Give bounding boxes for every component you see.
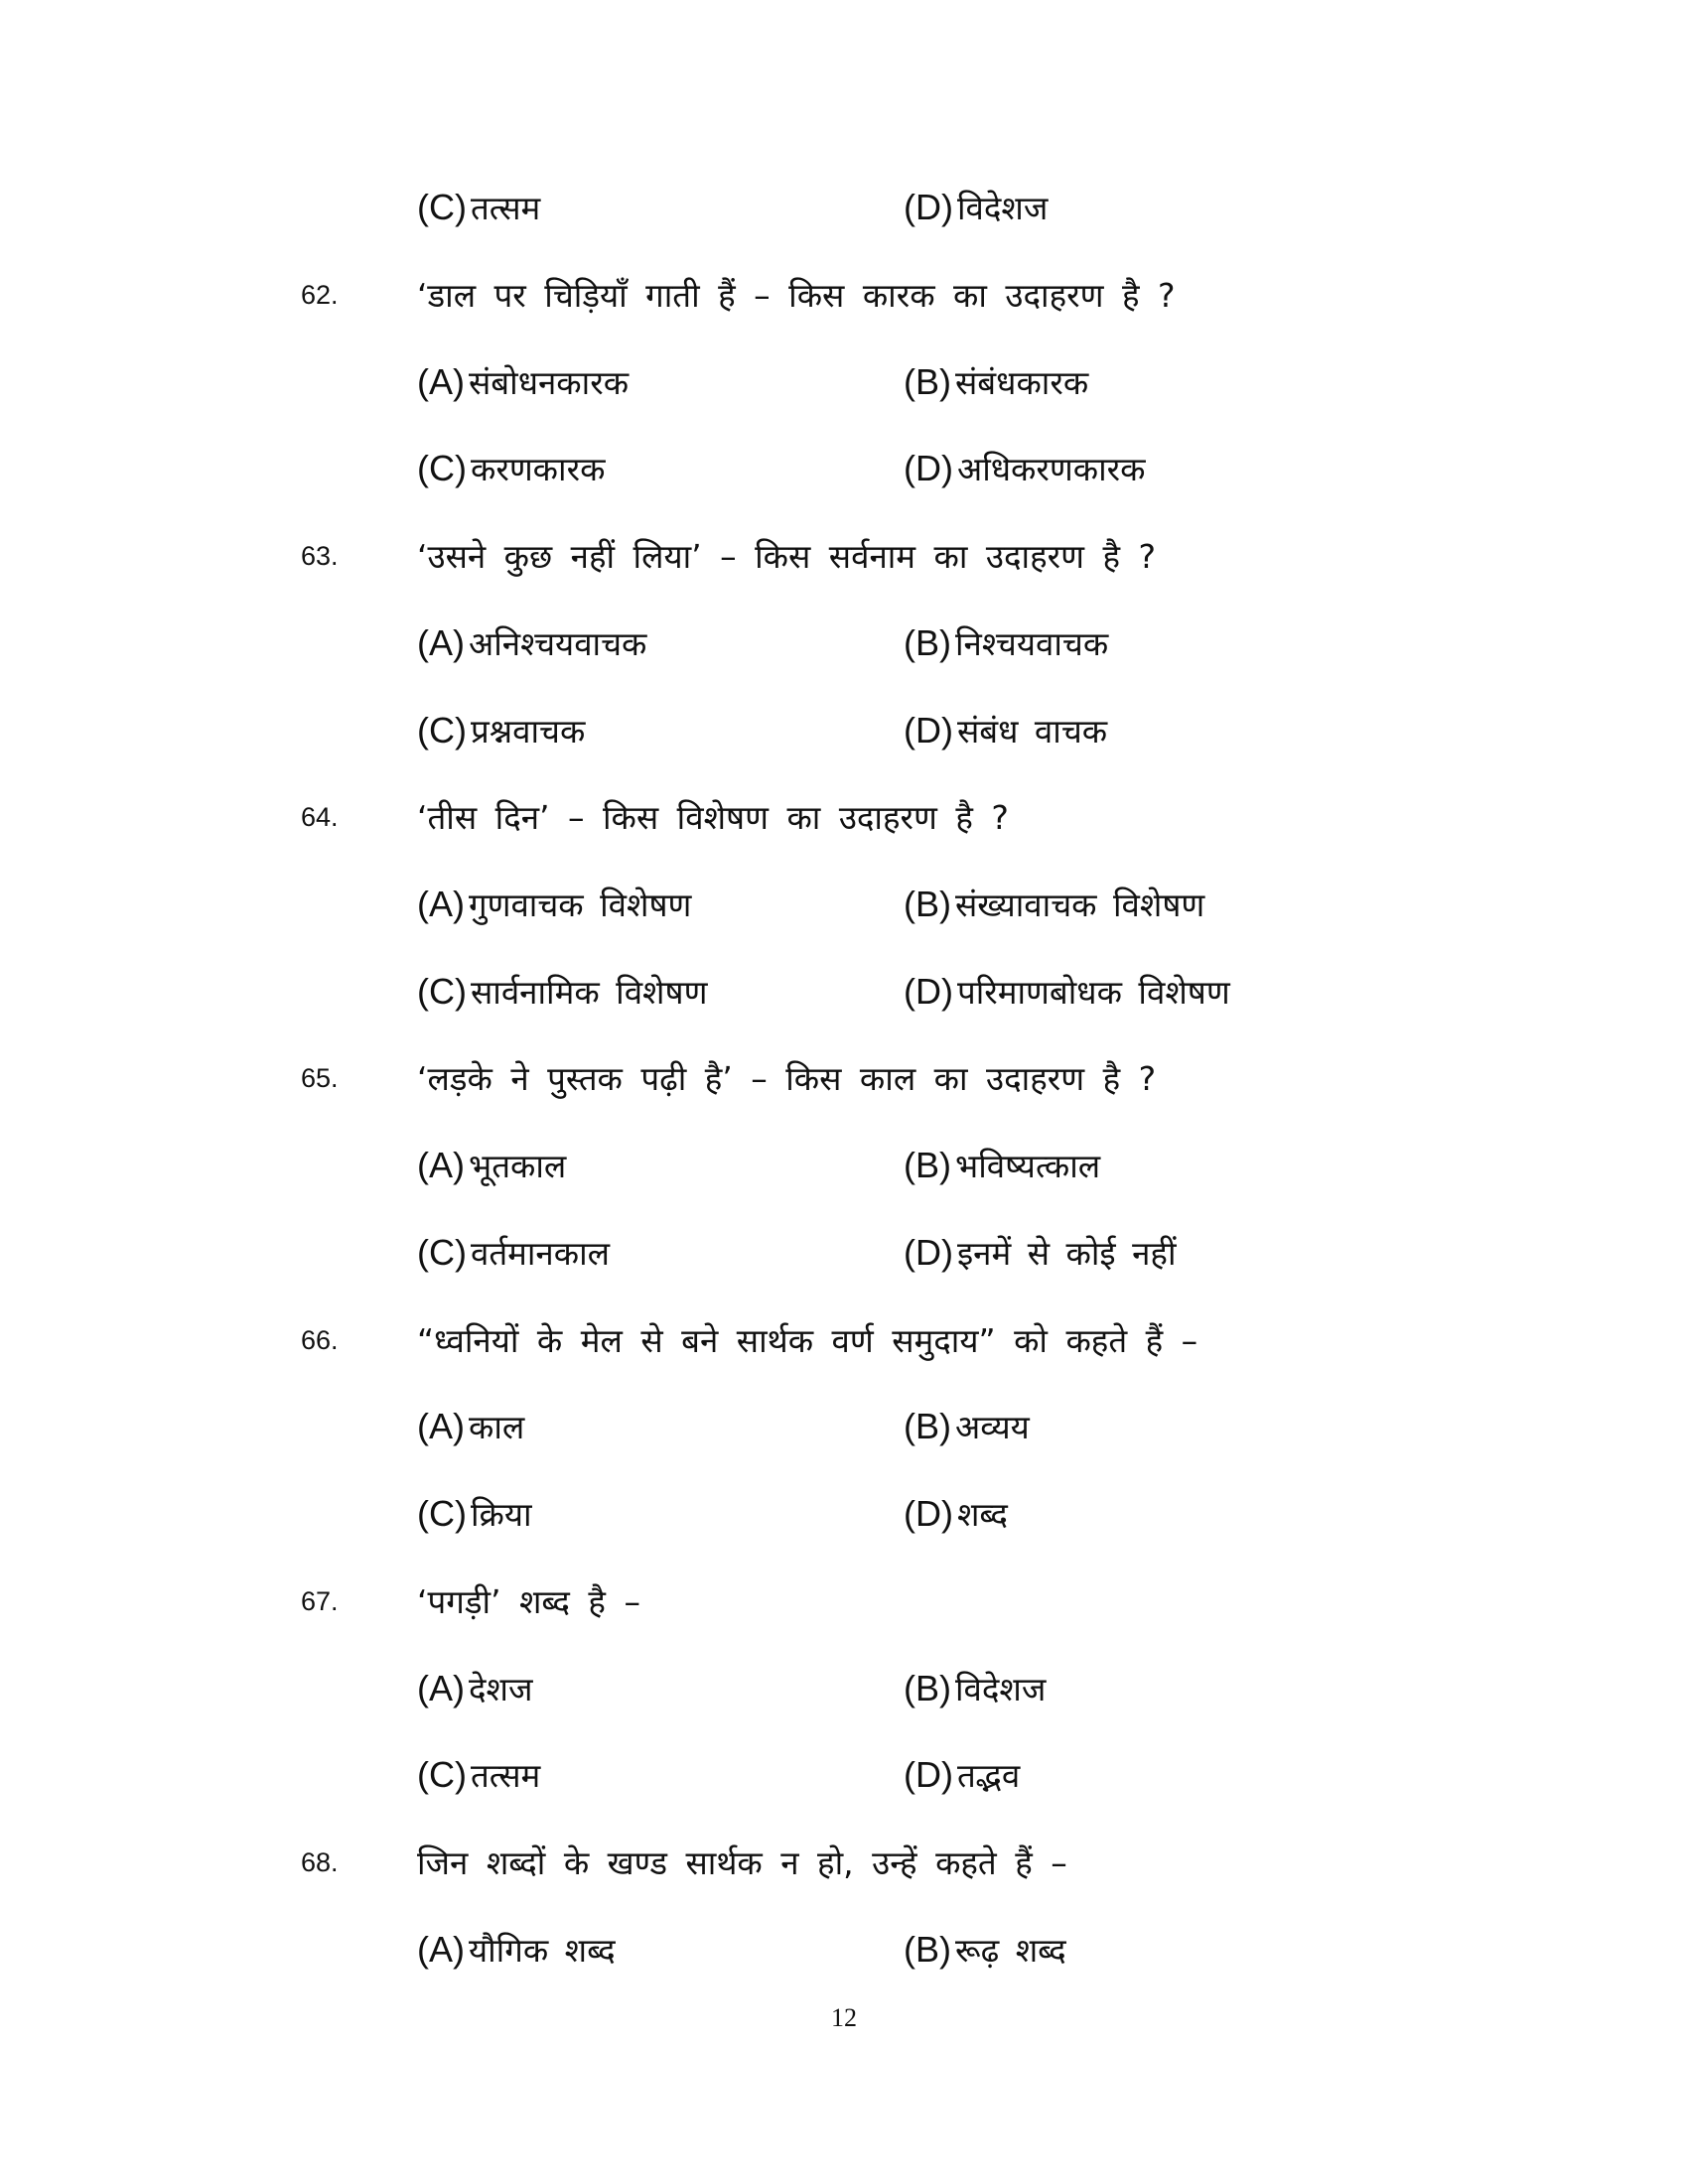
question-number: 67.: [301, 1586, 339, 1616]
option-c: (C) वर्तमानकाल: [417, 1232, 611, 1273]
question-text: ‘उसने कुछ नहीं लिया’ – किस सर्वनाम का उदाहरण है ?: [417, 537, 1156, 576]
option-b: (B) संबंधकारक: [904, 361, 1089, 402]
option-a: (A) संबोधनकारक: [417, 361, 630, 402]
option-row: [0, 1746, 1688, 1806]
question-text: ‘लड़के ने पुस्तक पढ़ी है’ – किस काल का उदाहरण है ?: [417, 1059, 1157, 1098]
option-b: (B) विदेशज: [904, 1668, 1047, 1708]
question-68: [0, 1834, 1688, 1893]
option-c: (C) सार्वनामिक विशेषण: [417, 971, 708, 1012]
option-row: [0, 440, 1688, 499]
question-text: ‘तीस दिन’ – किस विशेषण का उदाहरण है ?: [417, 798, 1009, 837]
option-c: (C) प्रश्नवाचक: [417, 710, 586, 751]
option-a: (A) देशज: [417, 1668, 533, 1708]
option-row: [0, 179, 1688, 238]
option-a: (A) काल: [417, 1406, 525, 1446]
option-c: (C) तत्सम: [417, 1754, 541, 1795]
option-row: [0, 1921, 1688, 1980]
option-row: [0, 963, 1688, 1023]
question-text: “ध्वनियों के मेल से बने सार्थक वर्ण समुदाय” को कहते हैं –: [417, 1321, 1198, 1360]
option-d: (D) विदेशज: [904, 187, 1049, 227]
option-b: (B) संख्यावाचक विशेषण: [904, 884, 1205, 924]
question-65: [0, 1049, 1688, 1109]
option-d: (D) अधिकरणकारक: [904, 448, 1146, 488]
question-text: ‘डाल पर चिड़ियाँ गाती हैं – किस कारक का उदाहरण है ?: [417, 276, 1176, 315]
question-number: 65.: [301, 1063, 339, 1093]
option-a: (A) गुणवाचक विशेषण: [417, 884, 692, 924]
question-number: 68.: [301, 1847, 339, 1877]
option-row: [0, 1660, 1688, 1719]
question-number: 62.: [301, 280, 339, 310]
option-b: (B) निश्चयवाचक: [904, 622, 1109, 663]
option-d: (D) परिमाणबोधक विशेषण: [904, 971, 1230, 1012]
option-d: (D) संबंध वाचक: [904, 710, 1108, 751]
option-b: (B) रूढ़ शब्द: [904, 1929, 1066, 1970]
option-a: (A) भूतकाल: [417, 1145, 567, 1185]
option-row: [0, 1224, 1688, 1284]
question-number: 63.: [301, 541, 339, 571]
option-d: (D) शब्द: [904, 1493, 1008, 1534]
option-c: (C) क्रिया: [417, 1493, 532, 1534]
question-text: जिन शब्दों के खण्ड सार्थक न हो, उन्हें कहते हैं –: [417, 1843, 1067, 1882]
option-c: (C) करणकारक: [417, 448, 606, 488]
option-d: (D) तद्भव: [904, 1754, 1021, 1795]
question-64: [0, 788, 1688, 848]
option-a: (A) यौगिक शब्द: [417, 1929, 616, 1970]
option-row: [0, 353, 1688, 413]
option-b: (B) भविष्यत्काल: [904, 1145, 1101, 1185]
option-b: (B) अव्यय: [904, 1406, 1030, 1446]
page-number: 12: [831, 2003, 857, 2032]
option-row: [0, 1137, 1688, 1196]
question-67: [0, 1572, 1688, 1632]
question-number: 66.: [301, 1325, 339, 1355]
option-row: [0, 1398, 1688, 1457]
question-63: [0, 527, 1688, 587]
option-d: (D) इनमें से कोई नहीं: [904, 1232, 1177, 1273]
option-row: [0, 702, 1688, 761]
option-row: [0, 876, 1688, 935]
question-66: [0, 1311, 1688, 1371]
option-a: (A) अनिश्चयवाचक: [417, 622, 647, 663]
option-row: [0, 614, 1688, 674]
option-row: [0, 1485, 1688, 1545]
question-number: 64.: [301, 802, 339, 832]
question-62: [0, 266, 1688, 326]
question-text: ‘पगड़ी’ शब्द है –: [417, 1582, 640, 1621]
option-c: (C) तत्सम: [417, 187, 541, 227]
